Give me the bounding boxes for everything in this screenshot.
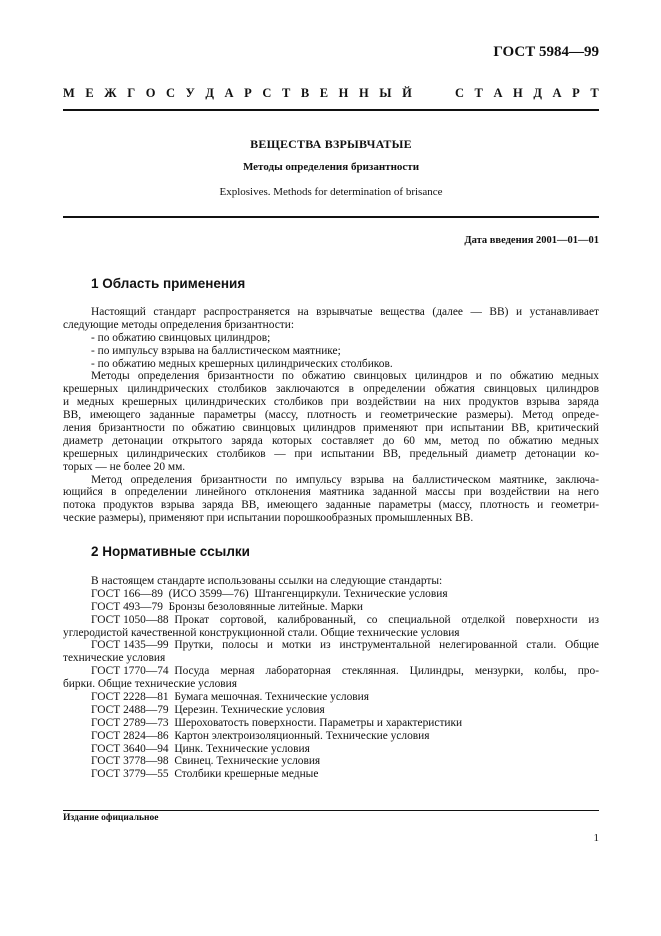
banner-letter: О bbox=[145, 86, 156, 100]
paragraph-line: Метод определения бризантности по импульсу взрыва на баллистическом маятнике, заключа- bbox=[91, 473, 599, 486]
section-1-heading: 1 Область применения bbox=[91, 276, 246, 291]
reference-code: ГОСТ 3640—94 bbox=[91, 742, 169, 755]
paragraph-line: - по обжатию медных крешерных цилиндрических столбиков. bbox=[91, 357, 393, 370]
paragraph-line: потока продуктов взрыва заряда ВВ, имеющего заданные параметры (массу, плотность и геометри- bbox=[63, 499, 599, 512]
paragraph-line: диаметр детонации открытого заряда которых составляет до 60 мм, метод по обжатию медных bbox=[63, 434, 599, 447]
reference-title: Бумага мешочная. Технические условия bbox=[174, 691, 369, 704]
paragraph-line: ческие размеры), применяют при испытании порошкообразных промышленных ВВ. bbox=[63, 512, 474, 525]
banner-letter: Й bbox=[402, 86, 412, 100]
reference-code: ГОСТ 3778—98 bbox=[91, 755, 169, 768]
banner-letter: Н bbox=[338, 86, 349, 100]
reference-title: Шероховатость поверхности. Параметры и характеристики bbox=[174, 716, 463, 729]
title-rule bbox=[63, 216, 599, 218]
paragraph-line: крешерных цилиндрических столбиков — при испытании ВВ, предельный диаметр детонации ко- bbox=[63, 447, 599, 460]
paragraph-line: - по обжатию свинцовых цилиндров; bbox=[91, 331, 271, 344]
reference-title: Посуда мерная лабораторная стеклянная. Цилиндры, мензурки, колбы, про- bbox=[174, 665, 599, 678]
banner-letter: Ы bbox=[379, 86, 392, 100]
reference-code: ГОСТ 493—79 bbox=[91, 600, 163, 613]
reference-code: ГОСТ 166—89 (ИСО 3599—76) bbox=[91, 587, 249, 600]
banner-letter: М bbox=[63, 86, 75, 100]
reference-item bbox=[63, 614, 599, 627]
paragraph-line: торых — не более 20 мм. bbox=[63, 460, 186, 473]
paragraph-line: крешерных цилиндрических столбиков заключаются в определении обжатия свинцовых цилиндров bbox=[63, 383, 599, 396]
section-1-body bbox=[63, 306, 599, 525]
reference-title: Бронзы безоловянные литейные. Марки bbox=[168, 600, 363, 613]
reference-continuation: бирки. Общие технические условия bbox=[63, 678, 237, 691]
reference-code: ГОСТ 2789—73 bbox=[91, 716, 169, 729]
reference-item bbox=[63, 601, 599, 614]
reference-continuation: технические условия bbox=[63, 652, 166, 665]
interstate-standard-banner bbox=[63, 86, 599, 101]
reference-code: ГОСТ 1770—74 bbox=[91, 665, 169, 678]
reference-title: Прокат сортовой, калиброванный, со специальной отделкой поверхности из bbox=[174, 613, 599, 626]
reference-code: ГОСТ 1050—88 bbox=[91, 613, 169, 626]
banner-letter: С bbox=[166, 86, 176, 100]
paragraph-line: и медных крешерных цилиндрических столбиков при воздействии на них продуктов взрыва заряда bbox=[63, 396, 599, 409]
paragraph-line: следующие методы определения бризантности: bbox=[63, 318, 295, 331]
banner-letter: Г bbox=[127, 86, 136, 100]
paragraph-line: Методы определения бризантности по обжатию свинцовых цилиндров и по обжатию медных bbox=[91, 370, 599, 383]
reference-item bbox=[63, 755, 599, 768]
banner-letter: А bbox=[552, 86, 562, 100]
reference-item bbox=[63, 743, 599, 756]
reference-item bbox=[63, 639, 599, 652]
document-title-english: Explosives. Methods for determination of brisance bbox=[219, 186, 443, 198]
paragraph-line: Настоящий стандарт распространяется на взрывчатые вещества (далее — ВВ) и устанавливает bbox=[91, 306, 599, 318]
reference-title: Свинец. Технические условия bbox=[174, 755, 321, 768]
banner-word-gap bbox=[422, 86, 444, 101]
reference-title: Штангенциркули. Технические условия bbox=[254, 587, 448, 600]
reference-code: ГОСТ 3779—55 bbox=[91, 768, 169, 781]
reference-title: Картон электроизоляционный. Технические условия bbox=[174, 729, 430, 742]
banner-letter: Д bbox=[533, 86, 542, 100]
document-title: ВЕЩЕСТВА ВЗРЫВЧАТЫЕ bbox=[250, 137, 412, 151]
paragraph-line: ления бризантности по обжатию свинцовых цилиндров применяют при испытании ВВ, критический bbox=[63, 422, 599, 435]
references-intro: В настоящем стандарте использованы ссылки на следующие стандарты: bbox=[91, 575, 443, 587]
section-2-body bbox=[63, 575, 599, 781]
reference-item bbox=[63, 717, 599, 730]
section-2-heading: 2 Нормативные ссылки bbox=[91, 544, 250, 559]
banner-letter: Д bbox=[205, 86, 214, 100]
paragraph-line: ющийся в определении линейного отклонения маятника заданной массы при воздействии на него bbox=[63, 486, 599, 499]
reference-item bbox=[63, 704, 599, 717]
banner-letter: Р bbox=[572, 86, 580, 100]
reference-continuation: углеродистой качественной конструкционной стали. Общие технические условия bbox=[63, 626, 460, 639]
reference-code: ГОСТ 2824—86 bbox=[91, 729, 169, 742]
banner-letter: Е bbox=[319, 86, 329, 100]
reference-item bbox=[63, 588, 599, 601]
reference-title: Церезин. Технические условия bbox=[174, 703, 325, 716]
banner-letter: Т bbox=[474, 86, 483, 100]
reference-item bbox=[63, 691, 599, 704]
paragraph-line: ВВ, имеющего заданные параметры (массу, плотность и геометрические размеры). Метод опреде- bbox=[63, 409, 599, 422]
reference-code: ГОСТ 2228—81 bbox=[91, 691, 169, 704]
reference-item bbox=[63, 730, 599, 743]
document-subtitle: Методы определения бризантности bbox=[242, 161, 420, 173]
footer-rule bbox=[63, 810, 599, 811]
reference-title: Цинк. Технические условия bbox=[174, 742, 310, 755]
gost-number: ГОСТ 5984—99 bbox=[493, 44, 599, 60]
banner-letter: Н bbox=[358, 86, 369, 100]
banner-letter: Р bbox=[244, 86, 252, 100]
banner-letter: У bbox=[185, 86, 195, 100]
banner-letter: А bbox=[493, 86, 503, 100]
banner-letter: С bbox=[262, 86, 272, 100]
reference-title: Столбики крешерные медные bbox=[174, 768, 319, 781]
introduction-date: Дата введения 2001—01—01 bbox=[464, 235, 599, 246]
reference-title: Прутки, полосы и мотки из инструментальной нелегированной стали. Общие bbox=[174, 639, 599, 652]
banner-letter: Т bbox=[590, 86, 599, 100]
page-number: 1 bbox=[593, 832, 599, 844]
official-edition-label: Издание официальное bbox=[63, 813, 159, 823]
banner-letter: Н bbox=[513, 86, 523, 100]
reference-item bbox=[63, 665, 599, 678]
banner-letter: С bbox=[454, 86, 464, 100]
reference-code: ГОСТ 1435—99 bbox=[91, 639, 169, 652]
banner-letter: Ж bbox=[104, 86, 117, 100]
paragraph-line: - по импульсу взрыва на баллистическом маятнике; bbox=[91, 344, 341, 357]
reference-item bbox=[63, 768, 599, 781]
banner-letter: Т bbox=[281, 86, 291, 100]
banner-letter: В bbox=[300, 86, 310, 100]
header-rule bbox=[63, 109, 599, 111]
reference-code: ГОСТ 2488—79 bbox=[91, 703, 169, 716]
banner-letter: Е bbox=[85, 86, 94, 100]
banner-letter: А bbox=[224, 86, 234, 100]
